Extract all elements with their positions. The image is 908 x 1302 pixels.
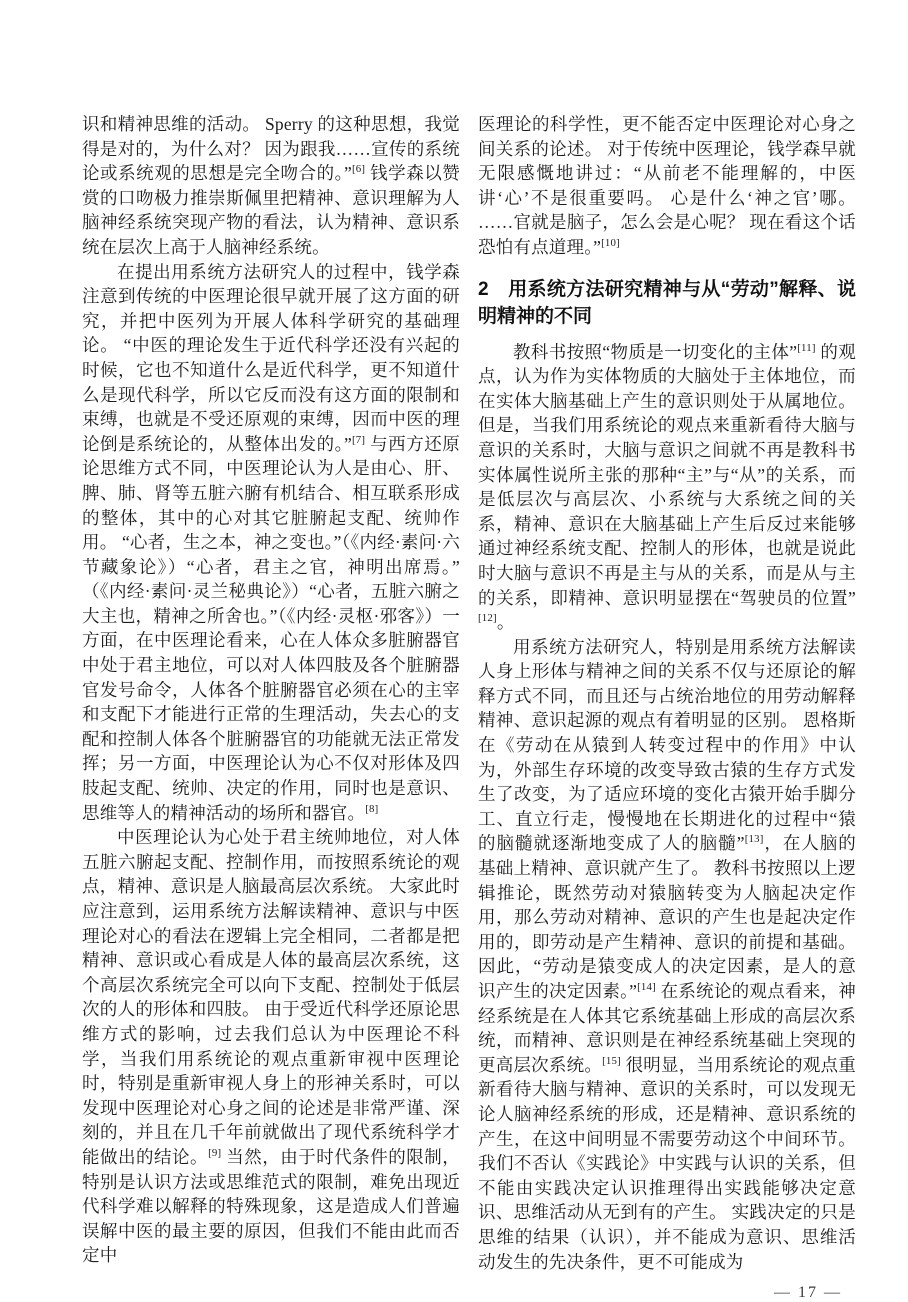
section-heading: 2 用系统方法研究精神与从“劳动”解释、说明精神的不同 (478, 278, 856, 327)
reference-marker: [13] (744, 833, 764, 846)
reference-marker: [10] (601, 237, 620, 250)
page-number: — 17 — (774, 1284, 842, 1302)
reference-marker: [6] (351, 163, 366, 176)
reference-marker: [15] (602, 1054, 621, 1067)
paragraph: 用系统方法研究人，特别是用系统方法解读人身上形体与精神之间的关系不仅与还原论的解释方式不同，而且还与占统治地位的用劳动解释精神、意识起源的观点有着明显的区别。 恩格斯在《劳动在从猿到人转变过程中的作用》中认为，外部生存环境的改变导致古猿的生存方式发生了改变，为了适应环境的变化古猿开始手脚分工、直立行走，慢慢地在长期进化的过程中“猿的脑髓就逐渐地变成了人的脑髓”[13]，在人脑的基础上精神、意识就产生了。 教科书按照以上逻辑推论，既然劳动对猿脑转变为人脑起决定作用，那么劳动对精神、意识的产生也是起决定作用的，即劳动是产生精神、意识的前提和基础。 因此，“劳动是猿变成人的决定因素，是人的意识产生的决定因素。”[14] 在系统论的观点看来，神经系统是在人体其它系统基础上形成的高层次系统，而精神、意识则是在神经系统基础上突现的更高层次系统。[15] 很明显，当用系统论的观点重新看待大脑与精神、意识的关系时，可以发现无论人脑神经系统的形成，还是精神、意识系统的产生，在这中间明显不需要劳动这个中间环节。 我们不否认《实践论》中实践与认识的关系，但不能由实践决定认识推理得出实践能够决定意识、思维活动从无到有的产生。 实践决定的只是思维的结果（认识），并不能成为意识、思维活动发生的先决条件，更不可能成为 (478, 636, 856, 1272)
reference-marker: [11] (797, 341, 816, 354)
paragraph: 中医理论认为心处于君主统帅地位，对人体五脏六腑起支配、控制作用，而按照系统论的观点，精神、意识是人脑最高层次系统。 大家此时应注意到，运用系统方法解读精神、意识与中医理论对心的看法在逻辑上完全相同，二者都是把精神、意识或心看成是人体的最高层次系统，这个高层次系统完全可以向下支配、控制处于低层次的人的形体和四肢。 由于受近代科学还原论思维方式的影响，过去我们总认为中医理论不科学，当我们用系统论的观点重新审视中医理论时，特别是重新审视人身上的形神关系时，可以发现中医理论对心身之间的论述是非常严谨、深刻的，并且在几千年前就做出了现代系统科学才能做出的结论。[9] 当然，由于时代条件的限制，特别是认识方法或思维范式的限制，难免出现近代科学难以解释的特殊现象，这是造成人们普遍误解中医的最主要的原因，但我们不能由此而否定中 (82, 827, 460, 1266)
reference-marker: [9] (208, 1147, 222, 1160)
two-column-layout (82, 112, 856, 1302)
reference-marker: [14] (637, 981, 656, 994)
reference-marker: [7] (351, 433, 366, 446)
paragraph: 教科书按照“物质是一切变化的主体”[11] 的观点，认为作为实体物质的大脑处于主体地位，而在实体大脑基础上产生的意识则处于从属地位。 但是，当我们用系统论的观点来重新看待大脑与意识的关系时，大脑与意识之间就不再是教科书实体属性说所主张的那种“主”与“从”的关系，而是低层次与高层次、小系统与大系统之间的关系，精神、意识在大脑基础上产生后反过来能够通过神经系统支配、控制人的形体，也就是说此时大脑与意识不再是主与从的关系，而是从与主的关系，即精神、意识明显摆在“驾驶员的位置”[12]。 (478, 341, 856, 633)
right-column-text (478, 112, 856, 1274)
right-column (478, 112, 856, 1302)
left-column (82, 112, 460, 1302)
paragraph: 识和精神思维的活动。 Sperry 的这种思想，我觉得是对的，为什么对？ 因为跟我……宣传的系统论或系统观的思想是完全吻合的。”[6] 钱学森以赞赏的口吻极力推崇斯佩里把精神、意识理解为人脑神经系统突现产物的看法，认为精神、意识系统在层次上高于人脑神经系统。 (82, 114, 461, 257)
reference-marker: [12] (478, 612, 497, 625)
paragraph: 医理论的科学性，更不能否定中医理论对心身之间关系的论述。 对于传统中医理论，钱学森早就无限感慨地讲过：“从前老不能理解的，中医讲‘心’不是很重要吗。 心是什么‘神之官’哪。 ……官就是脑子，怎么会是心呢？ 现在看这个话恐怕有点道理。”[10] (478, 114, 856, 257)
reference-marker: [8] (365, 802, 379, 815)
paragraph: 在提出用系统方法研究人的过程中，钱学森注意到传统的中医理论很早就开展了这方面的研究，并把中医列为开展人体科学研究的基础理论。 “中医的理论发生于近代科学还没有兴起的时候，它也不知道什么是近代科学，更不知道什么是现代科学，所以它反而没有这方面的限制和束缚，也就是不受还原观的束缚，因而中医的理论倒是系统论的，从整体出发的。”[7] 与西方还原论思维方式不同，中医理论认为人是由心、肝、脾、肺、肾等五脏六腑有机结合、相互联系形成的整体，其中的心对其它脏腑起支配、统帅作用。 “心者，生之本，神之变也。”（《内经·素问·六节藏象论》）“心者，君主之官，神明出席焉。”（《内经·素问·灵兰秘典论》）“心者，五脏六腑之大主也，精神之所舍也。”（《内经·灵枢·邪客》）一方面，在中医理论看来，心在人体众多脏腑器官中处于君主地位，可以对人体四肢及各个脏腑器官发号命令，人体各个脏腑器官必须在心的主宰和支配下才能进行正常的生理活动，失去心的支配和控制人体各个脏腑器官的功能就无法正常发挥；另一方面，中医理论认为心不仅对形体及四肢起支配、统帅、决定的作用，同时也是意识、思维等人的精神活动的场所和器官。[8] (82, 261, 461, 823)
